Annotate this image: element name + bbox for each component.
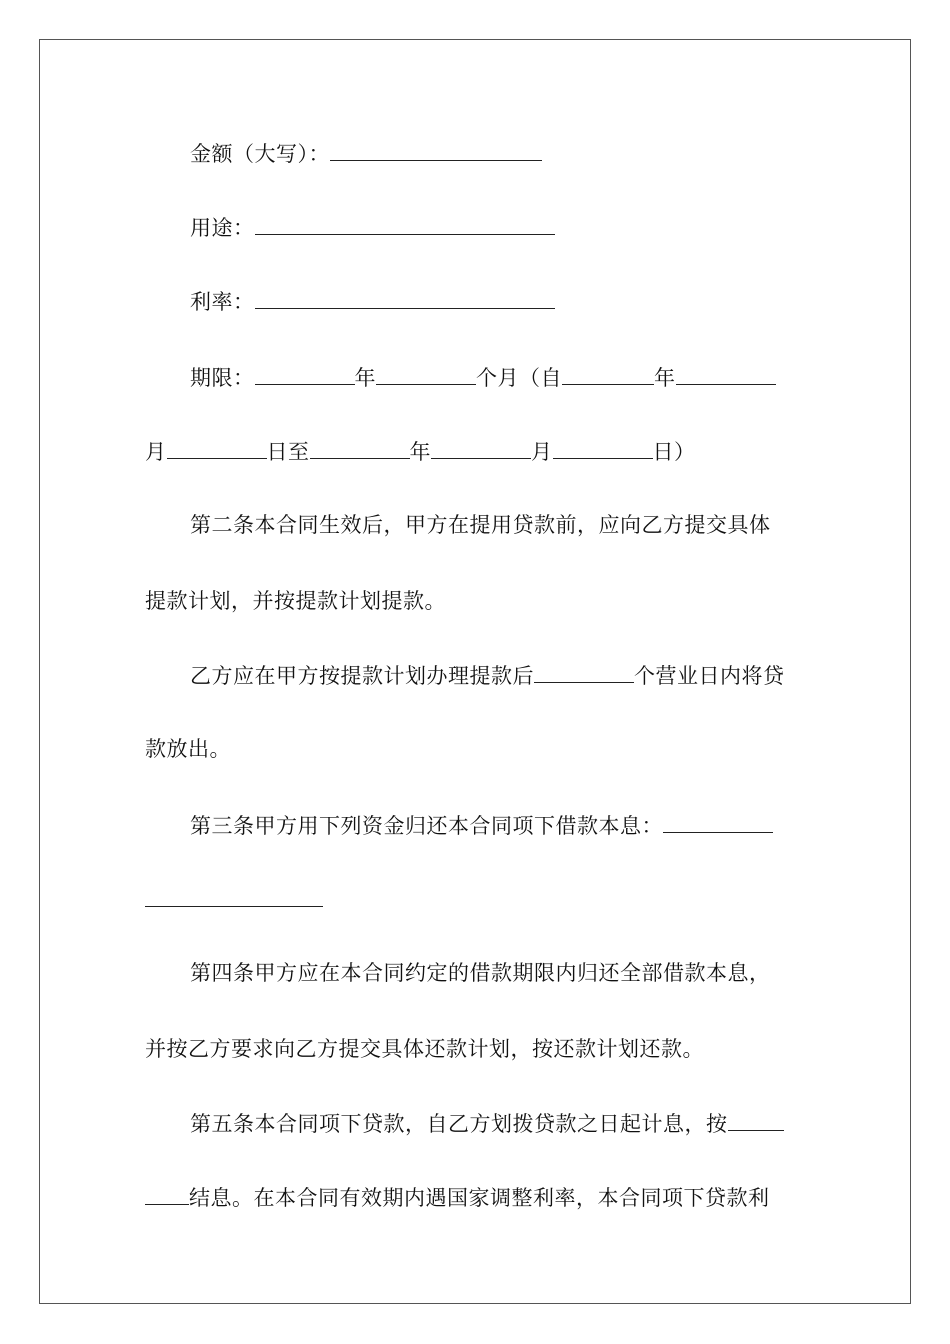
start-year-blank bbox=[562, 362, 654, 385]
article3-line1 bbox=[145, 810, 805, 841]
article5-line1 bbox=[145, 1108, 805, 1139]
article4-line1: 第四条甲方应在本合同约定的借款期限内归还全部借款本息， bbox=[190, 961, 771, 985]
rate-blank bbox=[255, 286, 555, 309]
article3-line2 bbox=[145, 884, 805, 915]
start-year-unit: 年 bbox=[654, 366, 676, 390]
end-month-unit: 月 bbox=[531, 440, 553, 464]
purpose-label: 用途： bbox=[190, 216, 255, 240]
interest-settlement-blank-1 bbox=[728, 1108, 784, 1131]
end-day-blank bbox=[553, 436, 653, 459]
interest-settlement-blank-2 bbox=[145, 1182, 189, 1205]
amount-line bbox=[145, 138, 805, 169]
term-year-unit: 年 bbox=[354, 366, 376, 390]
article2-line2: 提款计划，并按提款计划提款。 bbox=[145, 589, 446, 613]
term-months-text: 个月（自 bbox=[476, 366, 562, 390]
end-day-text: 日） bbox=[652, 440, 696, 464]
start-month-blank bbox=[676, 362, 776, 385]
end-year-unit: 年 bbox=[409, 440, 431, 464]
article5-text: 第五条本合同项下贷款，自乙方划拨贷款之日起计息，按 bbox=[190, 1112, 728, 1136]
start-month-unit: 月 bbox=[145, 440, 167, 464]
article3-text: 第三条甲方用下列资金归还本合同项下借款本息： bbox=[190, 814, 663, 838]
article5-line2-text: 结息。在本合同有效期内遇国家调整利率，本合同项下贷款利 bbox=[189, 1186, 770, 1210]
article2-para2-end: 个营业日内将贷 bbox=[634, 664, 785, 688]
term-line-1 bbox=[145, 362, 805, 393]
business-days-blank bbox=[534, 660, 634, 683]
term-line-2 bbox=[145, 436, 805, 467]
term-label: 期限： bbox=[190, 366, 255, 390]
end-month-blank bbox=[431, 436, 531, 459]
amount-label: 金额（大写）： bbox=[190, 142, 330, 166]
end-year-blank bbox=[310, 436, 410, 459]
rate-label: 利率： bbox=[190, 290, 255, 314]
term-years-blank bbox=[255, 362, 355, 385]
article2-line1: 第二条本合同生效后，甲方在提用贷款前，应向乙方提交具体 bbox=[190, 513, 771, 537]
term-extra-blank bbox=[376, 362, 476, 385]
article5-line2 bbox=[145, 1182, 805, 1213]
article4-line2: 并按乙方要求向乙方提交具体还款计划，按还款计划还款。 bbox=[145, 1037, 704, 1061]
purpose-blank bbox=[255, 212, 555, 235]
purpose-line bbox=[145, 212, 805, 243]
amount-blank bbox=[330, 138, 542, 161]
day-to-text: 日至 bbox=[266, 440, 310, 464]
repayment-source-blank-2 bbox=[145, 884, 323, 907]
article2-para2-line2: 款放出。 bbox=[145, 737, 231, 761]
rate-line bbox=[145, 286, 805, 317]
repayment-source-blank-1 bbox=[663, 810, 773, 833]
start-day-blank bbox=[167, 436, 267, 459]
article2-para2-line1 bbox=[145, 660, 805, 691]
article2-para2-start: 乙方应在甲方按提款计划办理提款后 bbox=[190, 664, 534, 688]
